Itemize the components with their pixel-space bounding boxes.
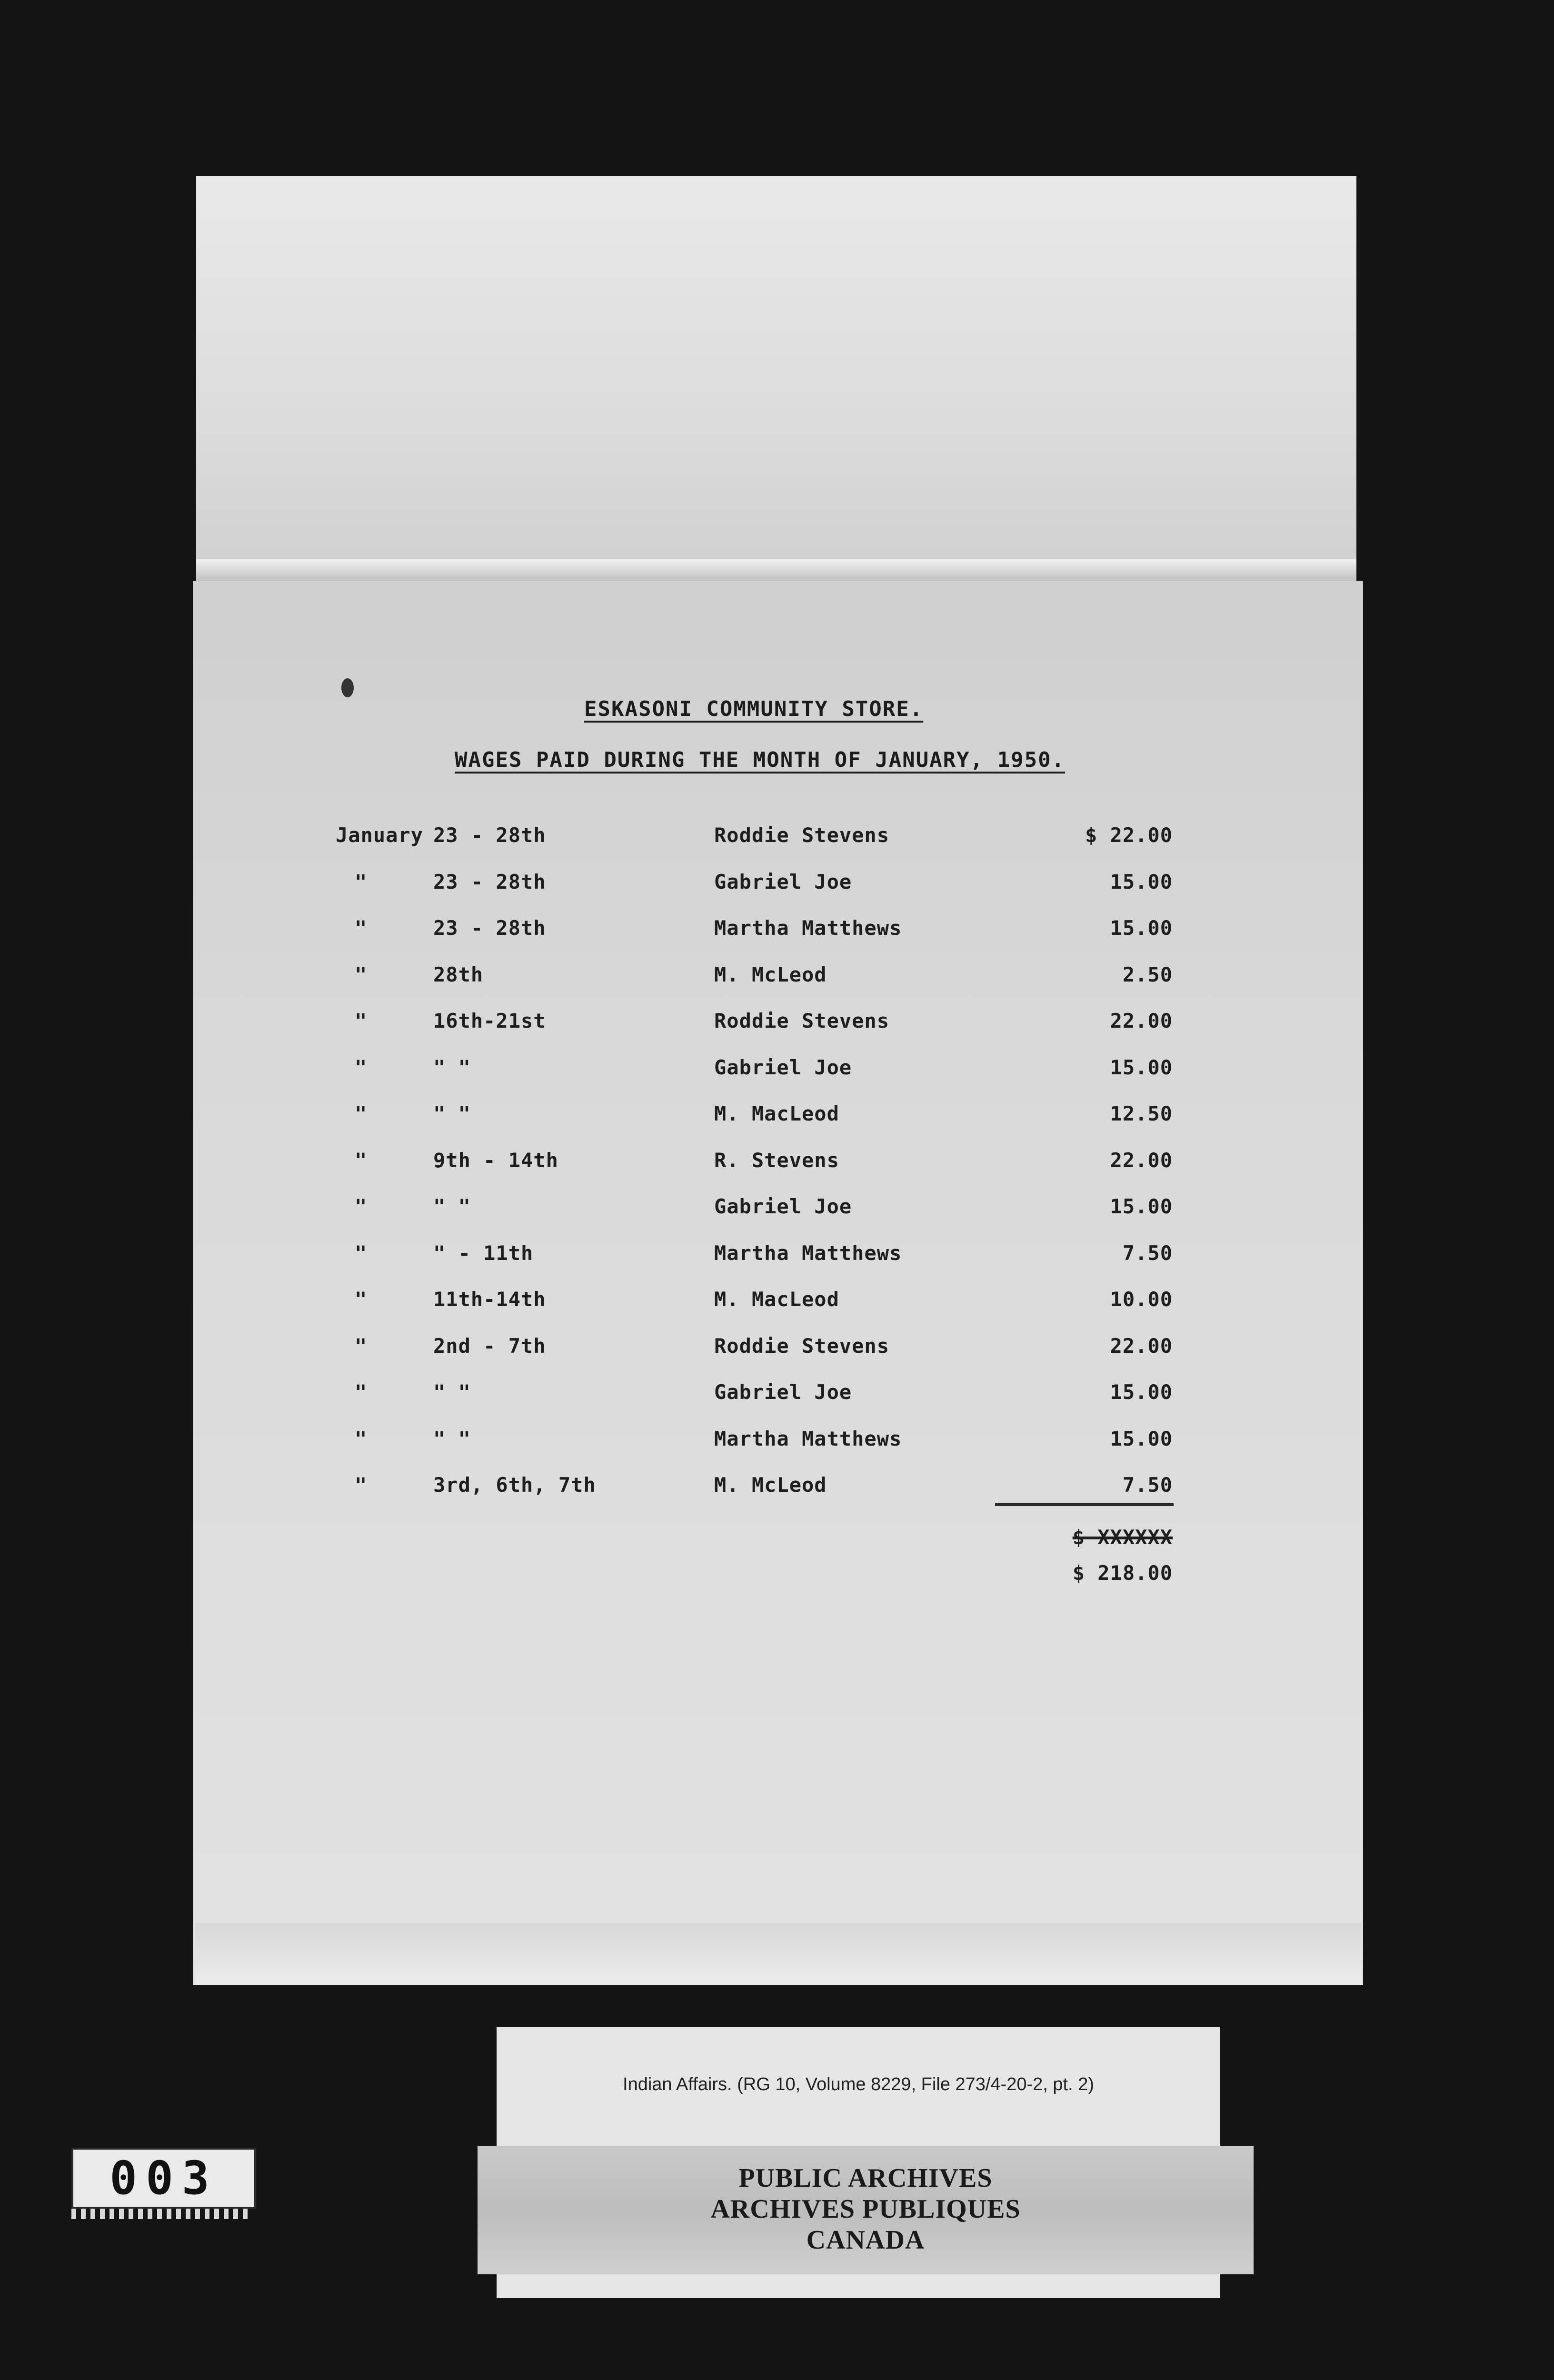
table-row <box>193 1241 1363 1279</box>
sum-rule <box>995 1503 1174 1506</box>
row-dates: " " <box>433 1427 471 1450</box>
table-row <box>193 1473 1363 1511</box>
row-name: M. McLeod <box>714 1473 827 1497</box>
row-dates: 23 - 28th <box>433 916 546 940</box>
folded-flap <box>196 176 1356 581</box>
table-row <box>193 1195 1363 1233</box>
flap-fold-edge <box>196 559 1356 583</box>
row-dates: " " <box>433 1102 471 1125</box>
row-amount: 7.50 <box>1122 1473 1173 1497</box>
table-row <box>193 1102 1363 1140</box>
table-row <box>193 1334 1363 1372</box>
table-row <box>193 916 1363 954</box>
row-dates: 23 - 28th <box>433 823 546 847</box>
table-row <box>193 963 1363 1001</box>
archive-citation: Indian Affairs. (RG 10, Volume 8229, File 273/4-20-2, pt. 2) <box>623 2074 1094 2094</box>
row-dates: " - 11th <box>433 1241 534 1265</box>
row-amount: 15.00 <box>1110 1195 1173 1218</box>
row-month: " <box>355 1148 368 1172</box>
row-month: " <box>355 870 368 893</box>
row-dates: 28th <box>433 962 484 986</box>
row-name: Gabriel Joe <box>714 870 852 893</box>
row-name: M. McLeod <box>714 962 827 986</box>
row-month: " <box>355 1009 368 1032</box>
row-month: " <box>355 962 368 986</box>
punch-hole <box>341 678 354 697</box>
struck-total: $ XXXXXX <box>1072 1526 1173 1549</box>
row-month: " <box>355 1102 368 1125</box>
table-row <box>193 870 1363 908</box>
table-row <box>193 1149 1363 1187</box>
row-amount: 15.00 <box>1110 870 1173 893</box>
archive-stamp-strip <box>478 2146 1254 2274</box>
row-month: January <box>336 823 424 847</box>
row-month: " <box>355 1288 368 1311</box>
row-month: " <box>355 916 368 940</box>
row-dates: 2nd - 7th <box>433 1334 546 1358</box>
sheet-bottom-edge <box>195 1923 1362 1985</box>
row-amount: 15.00 <box>1110 1380 1173 1404</box>
archive-label <box>497 2027 1220 2298</box>
row-dates: " " <box>433 1195 471 1218</box>
row-name: Roddie Stevens <box>714 1009 890 1032</box>
row-amount: 22.00 <box>1110 1334 1173 1358</box>
row-name: Gabriel Joe <box>714 1380 852 1404</box>
film-perforation <box>71 2209 252 2219</box>
row-month: " <box>355 1473 368 1497</box>
row-name: Martha Matthews <box>714 916 902 940</box>
document-subtitle: WAGES PAID DURING THE MONTH OF JANUARY, 1950. <box>455 748 1066 772</box>
table-row <box>193 1380 1363 1418</box>
frame-number: 003 <box>71 2148 256 2209</box>
row-month: " <box>355 1380 368 1404</box>
document-title: ESKASONI COMMUNITY STORE. <box>584 697 924 721</box>
row-amount: 7.50 <box>1122 1241 1173 1265</box>
row-name: M. MacLeod <box>714 1102 839 1125</box>
wage-sheet <box>193 581 1363 1985</box>
table-row <box>193 1288 1363 1326</box>
row-amount: 15.00 <box>1110 1055 1173 1079</box>
row-month: " <box>355 1055 368 1079</box>
row-month: " <box>355 1427 368 1450</box>
stamp-line-2: ARCHIVES PUBLIQUES <box>710 2194 1021 2224</box>
row-name: Roddie Stevens <box>714 823 890 847</box>
row-dates: 9th - 14th <box>433 1148 558 1172</box>
row-dates: " " <box>433 1055 471 1079</box>
row-dates: 11th-14th <box>433 1288 546 1311</box>
row-name: Roddie Stevens <box>714 1334 890 1358</box>
grand-total: $ 218.00 <box>1072 1561 1173 1585</box>
row-name: Martha Matthews <box>714 1241 902 1265</box>
row-month: " <box>355 1195 368 1218</box>
table-row <box>193 823 1363 862</box>
row-name: Gabriel Joe <box>714 1195 852 1218</box>
table-row <box>193 1009 1363 1047</box>
row-name: Gabriel Joe <box>714 1055 852 1079</box>
row-dates: 23 - 28th <box>433 870 546 893</box>
row-amount: 15.00 <box>1110 916 1173 940</box>
row-dates: 3rd, 6th, 7th <box>433 1473 596 1497</box>
row-amount: 12.50 <box>1110 1102 1173 1125</box>
row-amount: 22.00 <box>1110 1148 1173 1172</box>
row-name: M. MacLeod <box>714 1288 839 1311</box>
row-amount: $ 22.00 <box>1085 823 1173 847</box>
row-name: R. Stevens <box>714 1148 839 1172</box>
stamp-line-1: PUBLIC ARCHIVES <box>738 2163 993 2193</box>
row-month: " <box>355 1334 368 1358</box>
table-row <box>193 1427 1363 1465</box>
row-dates: 16th-21st <box>433 1009 546 1032</box>
row-amount: 15.00 <box>1110 1427 1173 1450</box>
table-row <box>193 1056 1363 1094</box>
row-name: Martha Matthews <box>714 1427 902 1450</box>
row-amount: 2.50 <box>1122 962 1173 986</box>
row-month: " <box>355 1241 368 1265</box>
stamp-line-3: CANADA <box>806 2225 925 2255</box>
row-dates: " " <box>433 1380 471 1404</box>
row-amount: 22.00 <box>1110 1009 1173 1032</box>
row-amount: 10.00 <box>1110 1288 1173 1311</box>
